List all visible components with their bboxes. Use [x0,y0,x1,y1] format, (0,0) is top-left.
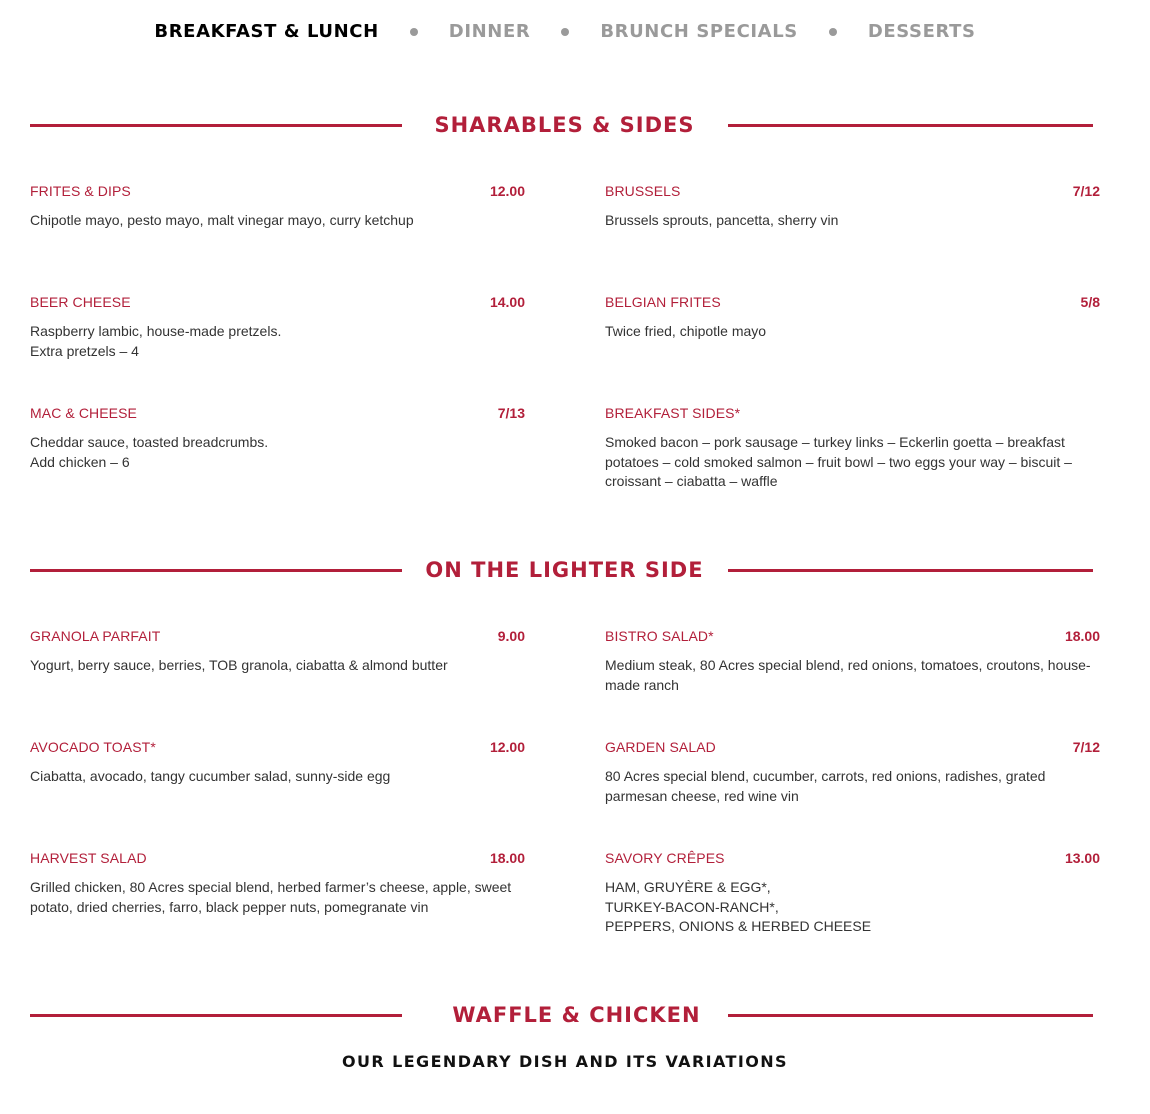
tab-brunch-specials[interactable]: BRUNCH SPECIALS [600,21,798,42]
menu-item [30,403,525,472]
section-rule [728,569,1093,572]
menu-item-price: 18.00 [489,850,525,866]
menu-item-price: 7/12 [1072,183,1100,199]
menu-category-tabs [0,18,1130,46]
menu-item [30,626,525,676]
tab-desserts[interactable]: DESSERTS [867,21,976,42]
menu-item-description: Medium steak, 80 Acres special blend, red onions, tomatoes, croutons, house-made ranch [605,657,1091,693]
menu-item [605,181,1100,231]
menu-item-description: Twice fried, chipotle mayo [605,323,767,339]
menu-item [605,403,1100,492]
section-rule [728,1014,1093,1017]
menu-item [30,737,525,787]
menu-item-price: 13.00 [1064,850,1100,866]
menu-item-name: GARDEN SALAD [605,739,716,755]
section-title: SHARABLES & SIDES [434,113,695,137]
menu-item-price: 12.00 [489,183,525,199]
section-title: WAFFLE & CHICKEN [452,1003,701,1027]
menu-item [605,737,1100,806]
menu-item-description: Ciabatta, avocado, tangy cucumber salad, sunny-side egg [30,768,391,784]
menu-item-description: Smoked bacon – pork sausage – turkey links – Eckerlin goetta – breakfast potatoes – cold smoked salmon – fruit bowl – two eggs your way – biscuit – croissant – ciabatta – waffle [605,434,1072,490]
menu-item-name: FRITES & DIPS [30,183,131,199]
menu-item-price: 18.00 [1064,628,1100,644]
section-rule [728,124,1093,127]
menu-item-name: BREAKFAST SIDES* [605,405,741,421]
menu-item-description: Chipotle mayo, pesto mayo, malt vinegar mayo, curry ketchup [30,212,414,228]
menu-item-description: Grilled chicken, 80 Acres special blend, herbed farmer’s cheese, apple, sweet potato, dried cherries, farro, black pepper nuts, pomegranate vin [30,879,512,915]
menu-item [605,848,1100,937]
menu-item [605,292,1100,342]
menu-item [30,848,525,917]
menu-item-name: HARVEST SALAD [30,850,147,866]
section-header-waffle-chicken [30,998,1093,1032]
menu-item-name: BRUSSELS [605,183,681,199]
menu-item-name: MAC & CHEESE [30,405,137,421]
menu-item-description: Yogurt, berry sauce, berries, TOB granola, ciabatta & almond butter [30,657,448,673]
menu-item [30,292,525,361]
menu-item-description: Raspberry lambic, house-made pretzels. Extra pretzels – 4 [30,323,282,359]
menu-item-name: BISTRO SALAD* [605,628,714,644]
menu-item-name: BELGIAN FRITES [605,294,721,310]
section-header-lighter-side [30,553,1093,587]
menu-item-description: 80 Acres special blend, cucumber, carrots, red onions, radishes, grated parmesan cheese, red wine vin [605,768,1046,804]
menu-item [605,626,1100,695]
tab-dinner[interactable]: DINNER [448,21,531,42]
tab-breakfast-lunch[interactable]: BREAKFAST & LUNCH [154,21,379,42]
menu-item-name: BEER CHEESE [30,294,131,310]
menu-item-description: Cheddar sauce, toasted breadcrumbs. Add chicken – 6 [30,434,269,470]
tab-separator-dot [561,28,569,36]
menu-item-price: 5/8 [1080,294,1100,310]
menu-item-description: Brussels sprouts, pancetta, sherry vin [605,212,839,228]
menu-item-price: 7/12 [1072,739,1100,755]
section-subtitle: OUR LEGENDARY DISH AND ITS VARIATIONS [342,1052,788,1071]
menu-item-price: 12.00 [489,739,525,755]
menu-item-price: 9.00 [497,628,525,644]
menu-item-name: SAVORY CRÊPES [605,850,725,866]
menu-item-name: GRANOLA PARFAIT [30,628,161,644]
section-header-sharables [30,108,1093,142]
menu-item-price: 7/13 [497,405,525,421]
menu-item-price: 14.00 [489,294,525,310]
section-title: ON THE LIGHTER SIDE [425,558,704,582]
menu-item-name: AVOCADO TOAST* [30,739,156,755]
tab-separator-dot [829,28,837,36]
menu-item [30,181,525,231]
menu-item-description: HAM, GRUYÈRE & EGG*, TURKEY-BACON-RANCH*, PEPPERS, ONIONS & HERBED CHEESE [605,879,872,935]
tab-separator-dot [410,28,418,36]
